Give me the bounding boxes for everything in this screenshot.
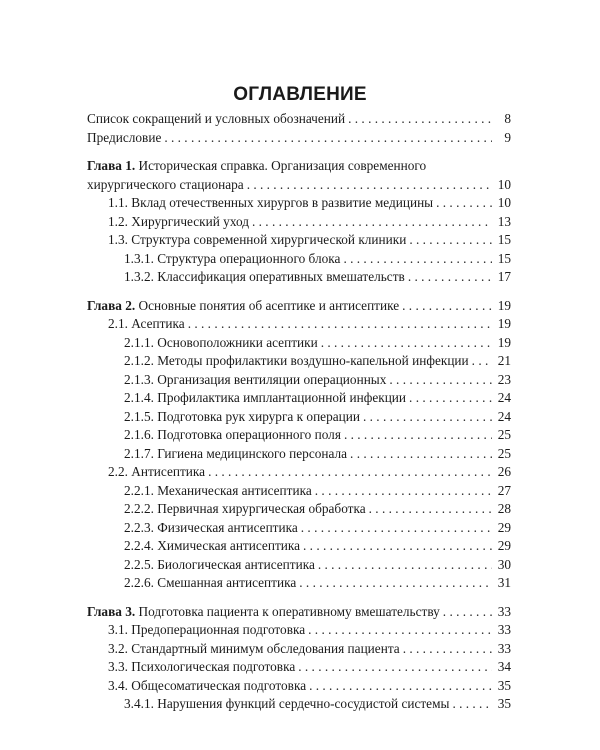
leader-dots [343,250,492,269]
toc-entry-page: 35 [497,677,511,693]
toc-entry-page: 15 [497,250,511,266]
leader-dots [298,658,492,677]
toc-entry-page: 24 [497,390,511,405]
toc-entry-page: 33 [497,640,511,656]
toc-entry-label-continued: хирургического стационара [87,176,244,192]
leader-dots [408,268,492,287]
toc-entry-label: 2.1.6. Подготовка операционного поля [124,427,341,442]
toc-entry[interactable] [87,556,511,575]
toc-entry-page: 19 [497,316,511,331]
leader-dots [403,640,492,659]
leader-dots [315,482,492,501]
toc-entry[interactable] [87,315,511,334]
toc-entry[interactable] [87,389,511,408]
leader-dots [309,677,492,696]
toc-entry-page: 25 [497,445,511,461]
leader-dots [208,463,492,482]
toc-entry[interactable] [87,231,511,250]
toc-entry[interactable] [87,482,511,501]
toc-entry-page: 9 [504,129,511,145]
toc-entry-page: 33 [497,603,511,619]
toc-entry-page: 19 [497,334,511,350]
toc-entry[interactable] [87,408,511,427]
leader-dots [363,408,492,427]
toc-entry-label: 1.1. Вклад отечественных хирургов в развитие медицины [108,195,434,210]
page-title: ОГЛАВЛЕНИЕ [233,84,367,105]
toc-entry-label: 2.1.4. Профилактика имплантационной инфекции [124,390,407,405]
toc-entry-label: 2.2.6. Смешанная антисептика [124,575,297,590]
toc-entry-label: 2.2.5. Биологическая антисептика [124,556,315,572]
toc-entry-label: 3.2. Стандартный минимум обследования пациента [108,640,400,656]
toc-entry[interactable] [87,463,511,482]
toc-entry[interactable] [87,574,511,593]
toc-entry-label: 2.1.2. Методы профилактики воздушно-капельной инфекции [124,353,469,368]
toc-entry-label: 2.1.1. Основоположники асептики [124,334,318,350]
toc-entry-label: Основные понятия об асептике и антисептике [138,297,400,313]
toc-entry[interactable] [87,129,511,148]
toc-entry[interactable] [87,695,511,714]
leader-dots [348,110,492,129]
leader-dots [247,176,492,195]
toc-entry[interactable] [87,537,511,556]
toc-entry-label: 3.1. Предоперационная подготовка [108,622,306,637]
toc-entry-label: 2.2.2. Первичная хирургическая обработка [124,501,366,516]
leader-dots [301,519,492,538]
toc-entry-page: 25 [497,427,511,442]
toc-entry-label: 3.3. Психологическая подготовка [108,659,296,674]
toc-entry-page: 31 [497,575,511,590]
toc-entry-page: 29 [497,519,511,535]
toc-chapter-entry[interactable] [87,297,511,316]
leader-dots [188,315,492,334]
toc-entry[interactable] [87,268,511,287]
toc-entry-label: 2.2. Антисептика [108,464,206,479]
leader-dots [409,231,492,250]
toc-entry[interactable] [87,640,511,659]
leader-dots [452,695,492,714]
toc-entry-page: 33 [497,622,511,637]
leader-dots [318,556,492,575]
leader-dots [443,603,492,622]
toc-entry-page: 10 [497,176,511,192]
toc-entry[interactable] [87,250,511,269]
toc-entry[interactable] [87,677,511,696]
toc-entry-label: 2.1.7. Гигиена медицинского персонала [124,445,348,461]
leader-dots [299,574,492,593]
toc-entry-label: 2.2.4. Химическая антисептика [124,538,301,553]
chapter-prefix: Глава 3. [87,603,136,619]
toc-entry-label: Историческая справка. Организация современного [138,158,427,173]
toc-entry-page: 30 [497,556,511,572]
toc-entry-label: 3.4. Общесоматическая подготовка [108,677,307,693]
toc-entry-label: 2.2.1. Механическая антисептика [124,482,312,498]
toc-entry[interactable] [87,213,511,232]
leader-dots [389,371,492,390]
chapter-prefix: Глава 2. [87,297,136,313]
toc-entry-page: 8 [504,111,511,126]
toc-entry-page: 13 [497,213,511,229]
toc-entry-label: 2.1.5. Подготовка рук хирурга к операции [124,408,360,424]
toc-entry-label: Список сокращений и условных обозначений [87,111,346,126]
leader-dots [252,213,492,232]
leader-dots [402,297,492,316]
toc-entry-label: Предисловие [87,129,162,145]
chapter-prefix: Глава 1. [87,158,136,173]
toc-entry[interactable] [87,658,511,677]
leader-dots [308,621,492,640]
toc-chapter-entry[interactable] [87,157,511,194]
leader-dots [369,500,492,519]
toc-entry[interactable] [87,334,511,353]
toc-entry[interactable] [87,500,511,519]
leader-dots [303,537,492,556]
toc-entry-label: 1.3.2. Классификация оперативных вмешательств [124,269,405,284]
table-of-contents [87,110,511,714]
toc-entry-label: 2.1. Асептика [108,316,185,331]
toc-entry[interactable] [87,621,511,640]
toc-entry[interactable] [87,110,511,129]
toc-entry-label: 1.3.1. Структура операционного блока [124,250,341,266]
toc-entry-label: 2.1.3. Организация вентиляции операционных [124,371,387,387]
toc-entry-label: 2.2.3. Физическая антисептика [124,519,298,535]
toc-entry-page: 34 [497,659,511,674]
leader-dots [472,352,492,371]
toc-entry-page: 35 [497,696,511,711]
toc-entry-page: 29 [497,538,511,553]
toc-entry[interactable] [87,371,511,390]
toc-entry-label: 3.4.1. Нарушения функций сердечно-сосудистой системы [124,696,450,711]
toc-entry-label: 1.3. Структура современной хирургической клиники [108,232,407,247]
leader-dots [436,194,492,213]
toc-entry-page: 17 [497,269,511,284]
leader-dots [350,445,492,464]
toc-entry[interactable] [87,426,511,445]
toc-entry-page: 28 [497,501,511,516]
toc-entry[interactable] [87,445,511,464]
toc-entry-label: Подготовка пациента к оперативному вмешательству [138,603,440,619]
toc-entry-page: 21 [497,353,511,368]
toc-entry-page: 10 [497,195,511,210]
leader-dots [344,426,492,445]
toc-entry[interactable] [87,352,511,371]
toc-entry-page: 15 [497,232,511,247]
toc-entry-page: 27 [497,482,511,498]
toc-entry[interactable] [87,194,511,213]
toc-chapter-entry[interactable] [87,603,511,622]
toc-entry[interactable] [87,519,511,538]
leader-dots [321,334,492,353]
toc-entry-label: 1.2. Хирургический уход [108,213,249,229]
toc-entry-page: 23 [497,371,511,387]
toc-entry-page: 24 [497,408,511,424]
leader-dots [409,389,492,408]
toc-entry-page: 26 [497,464,511,479]
toc-entry-page: 19 [497,297,511,313]
leader-dots [164,129,492,148]
